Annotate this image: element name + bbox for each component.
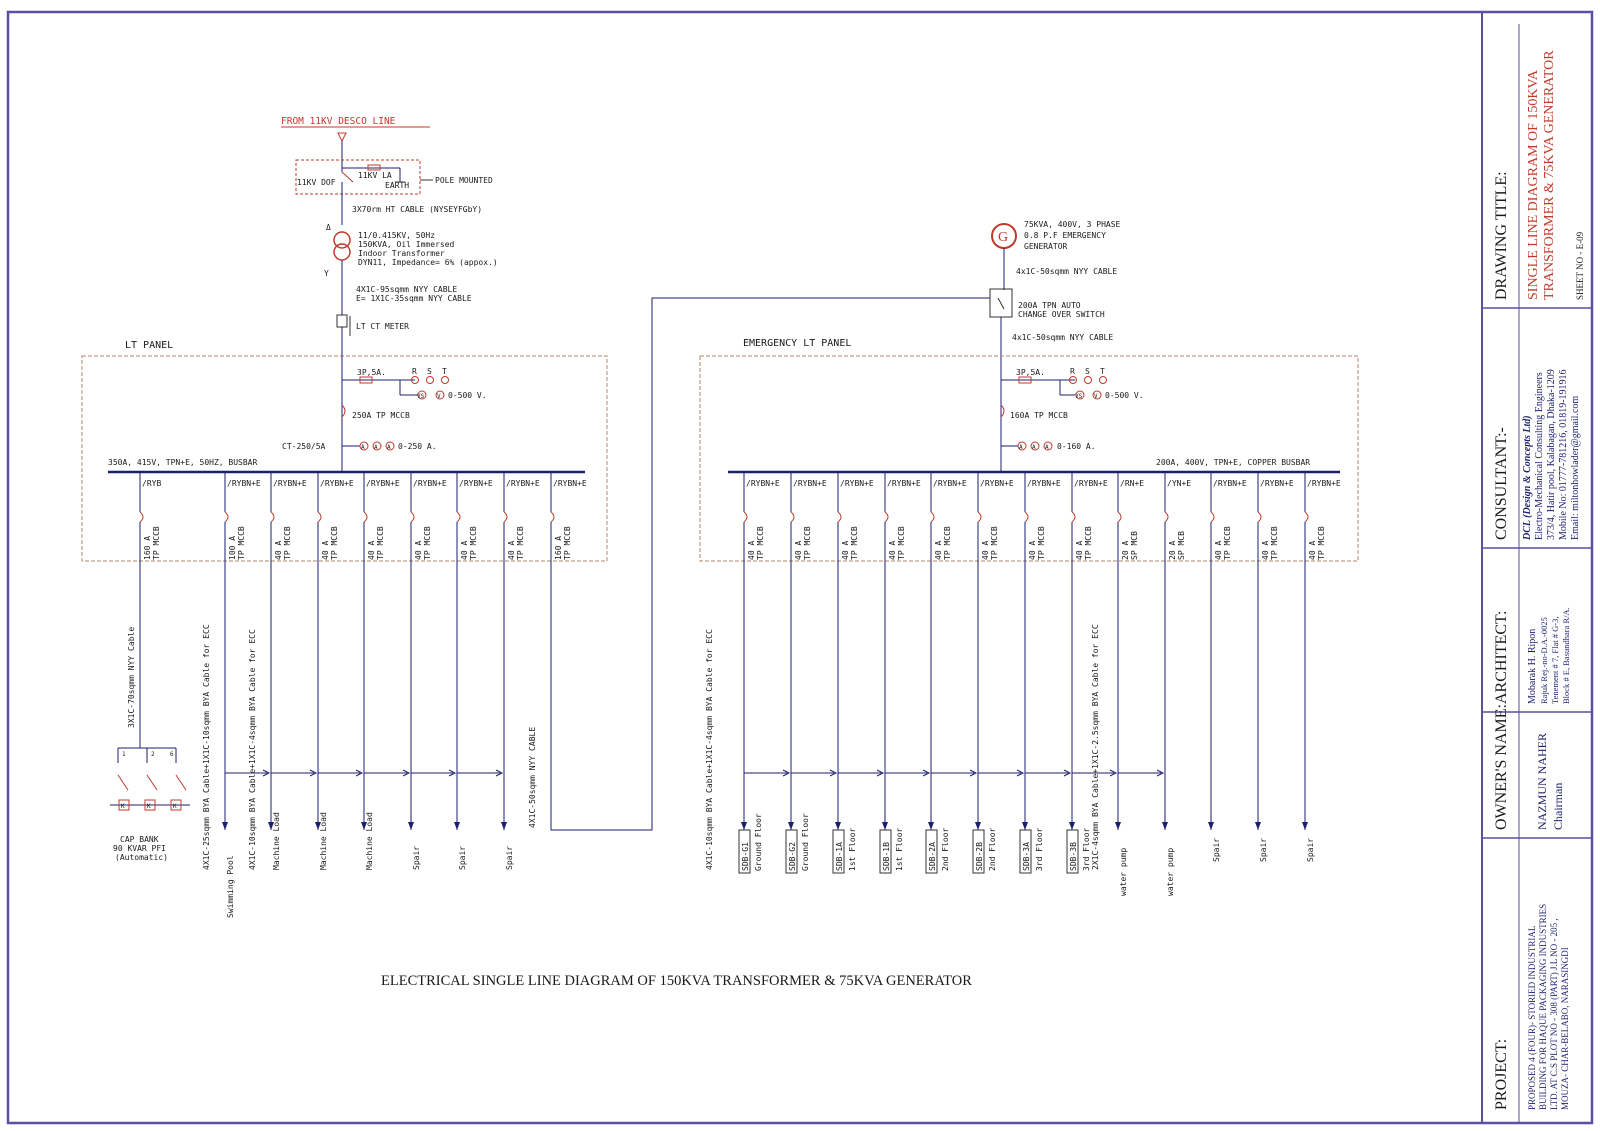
- cap-fuse-2-icon: [147, 775, 157, 790]
- cap-k2-label: K: [147, 803, 151, 810]
- lt-feeder-load: Swimming Pool: [226, 855, 235, 918]
- cap-k3-label: K: [173, 803, 177, 810]
- em-lamp-t-icon: [1100, 377, 1107, 384]
- ammeter-r-label: A: [361, 444, 365, 451]
- em-feeder-type: TP MCCB: [1317, 526, 1326, 560]
- lt-cable-line2: E= 1X1C-35sqmm NYY CABLE: [356, 294, 472, 303]
- em-feeder-tag: SDB-1A: [835, 842, 844, 871]
- architect-2: Rajuk Rej.-no-D.A.-0025: [1539, 617, 1549, 704]
- lt-cable-line1: 4X1C-95sqmm NYY CABLE: [356, 285, 458, 294]
- ct-meter-icon: [337, 315, 347, 327]
- em-feeder-type: TP MCCB: [1270, 526, 1279, 560]
- owner-2: Chairman: [1551, 782, 1565, 830]
- lt-feeder-type: TP MCCB: [516, 526, 525, 560]
- em-ammeter-r-label: A: [1019, 444, 1023, 451]
- lt-feeder-arrow-icon: [408, 822, 414, 830]
- lt-feeder-phase: /RYBN+E: [506, 479, 540, 488]
- lt-feeder-breaker-icon: [551, 512, 554, 522]
- em-feeder-type: TP MCCB: [1084, 526, 1093, 560]
- em-feeder-tag: SDB-2A: [928, 842, 937, 871]
- transformer-line3: Indoor Transformer: [358, 249, 445, 258]
- em-feeder-breaker-icon: [1258, 512, 1261, 522]
- em-feeder-breaker-icon: [791, 512, 794, 522]
- em-voltmeter-label: V: [1094, 393, 1098, 400]
- cap-bank-line1: CAP BANK: [120, 835, 159, 844]
- em-busbar-label: 200A, 400V, TPN+E, COPPER BUSBAR: [1156, 458, 1311, 467]
- drawing-title-1: SINGLE LINE DIAGRAM OF 150KVA: [1526, 70, 1541, 300]
- em-feeder-tag: SDB-G1: [741, 842, 750, 871]
- project-4: MOUZA- CHAR-BELABO, NARASINGDI: [1560, 947, 1570, 1110]
- project-2: BUILDING FOR HAQUE PACKAGING INDUSTRIES: [1538, 903, 1548, 1110]
- lt-feeder-load: Machine Load: [272, 812, 281, 870]
- em-feeder-rating: 40 A: [934, 540, 943, 560]
- em-feeder-type: SP MCB: [1130, 531, 1139, 560]
- em-ammeter-t-label: A: [1045, 444, 1049, 451]
- generator-line2: 0.8 P.F EMERGENCY: [1024, 231, 1106, 240]
- em-feeder-rating: 40 A: [981, 540, 990, 560]
- ammeter-t-label: A: [387, 444, 391, 451]
- em-feeder-arrow-icon: [1302, 822, 1308, 830]
- em-feeder-breaker-icon: [978, 512, 981, 522]
- em-feeder-type: TP MCCB: [1037, 526, 1046, 560]
- em-main-mccb-label: 160A TP MCCB: [1010, 411, 1068, 420]
- em-feeder-type: SP MCB: [1177, 531, 1186, 560]
- cap-bank: [110, 748, 190, 862]
- lt-feeder-cable: 4X1C-50sqmm NYY CABLE: [528, 726, 537, 828]
- owner-1: NAZMUN NAHER: [1535, 733, 1549, 830]
- drawing-title-2: TRANSFORMER & 75KVA GENERATOR: [1542, 50, 1557, 300]
- lt-feeder-rating: 40 A: [460, 540, 469, 560]
- em-feeder-type: TP MCCB: [803, 526, 812, 560]
- em-feeder-rating: 40 A: [1028, 540, 1037, 560]
- architect-4: Block # E, Basundhara R/A.: [1561, 607, 1571, 704]
- lt-panel-title: LT PANEL: [125, 340, 174, 351]
- em-feeder-arrow-icon: [835, 822, 841, 830]
- lt-feeder-phase: /RYBN+E: [227, 479, 261, 488]
- em-feeder-rating: 40 A: [747, 540, 756, 560]
- em-cable-label-right: 2X1C-4sqmm BYA Cable+1X1C-2.5sqmm BYA Cable for ECC: [1091, 624, 1100, 870]
- ct-label: CT-250/5A: [282, 442, 326, 451]
- em-feeder-rating: 40 A: [841, 540, 850, 560]
- lt-feeder-rating: 160 A: [143, 535, 152, 560]
- lt-feeder-load: Spair: [458, 845, 467, 870]
- em-feeder-phase: /RYBN+E: [1074, 479, 1108, 488]
- em-feeder-arrow-icon: [1069, 822, 1075, 830]
- la-label: 11KV LA: [358, 171, 392, 180]
- lt-feeder-phase: /RYBN+E: [413, 479, 447, 488]
- lt-feeder-rating: 40 A: [507, 540, 516, 560]
- main-title: ELECTRICAL SINGLE LINE DIAGRAM OF 150KVA TRANSFORMER & 75KVA GENERATOR: [381, 973, 972, 989]
- em-feeder-breaker-icon: [838, 512, 841, 522]
- em-feeder-rating: 20 A: [1168, 540, 1177, 560]
- em-feeder-breaker-icon: [744, 512, 747, 522]
- em-feeder-rating: 40 A: [1261, 540, 1270, 560]
- em-feeder-type: TP MCCB: [1223, 526, 1232, 560]
- architect-3: Tenement # 7, Flat # G-3,: [1550, 616, 1560, 704]
- em-feeder-rating: 40 A: [1075, 540, 1084, 560]
- em-feeder-load: water pump: [1119, 847, 1128, 896]
- consultant-4: Mobile No: 01777-781216, 01819-191916: [1558, 369, 1569, 540]
- ats-blade: [998, 298, 1004, 309]
- lt-feeder-breaker-icon: [364, 512, 367, 522]
- tie-cable: [551, 298, 990, 830]
- sheet-no: SHEET NO - E-09: [1575, 231, 1585, 300]
- cap-bank-line3: (Automatic): [115, 853, 168, 862]
- dof-label: 11KV DOF: [297, 178, 336, 187]
- generator-line1: 75KVA, 400V, 3 PHASE: [1024, 220, 1121, 229]
- transformer-line4: DYN11, Impedance= 6% (appox.): [358, 258, 498, 267]
- dof-switch-icon: [342, 172, 353, 182]
- em-feeder-type: TP MCCB: [756, 526, 765, 560]
- em-feeder-type: TP MCCB: [850, 526, 859, 560]
- lt-feeder-load: Spair: [412, 845, 421, 870]
- lt-busbar-label: 350A, 415V, TPN+E, 50HZ, BUSBAR: [108, 458, 258, 467]
- earth-label: EARTH: [385, 181, 410, 190]
- lt-feeder-arrow-icon: [222, 822, 228, 830]
- ats-line1: 200A TPN AUTO: [1018, 301, 1081, 310]
- lt-feeder-arrow-icon: [501, 822, 507, 830]
- em-feeder-phase: /RYBN+E: [1213, 479, 1247, 488]
- em-feeder-load: 3rd Floor: [1082, 827, 1091, 871]
- sheet-border: [8, 12, 1592, 1123]
- lt-feeder-breaker-icon: [457, 512, 460, 522]
- lt-feeder-type: TP MCCB: [152, 526, 161, 560]
- architect-1: Mobarak H. Ripon: [1527, 628, 1538, 704]
- em-vs-label: VS: [1075, 393, 1083, 400]
- em-feeder-load: 2nd Floor: [988, 827, 997, 871]
- consultant-label: CONSULTANT:-: [1493, 427, 1510, 540]
- cap-n3: 6: [170, 751, 174, 758]
- em-feeder-phase: /RYBN+E: [793, 479, 827, 488]
- em-feeder-arrow-icon: [975, 822, 981, 830]
- lt-feeder-type: TP MCCB: [283, 526, 292, 560]
- em-feeder-tag: SDB-2B: [975, 842, 984, 871]
- lt-feeder-rating: 40 A: [414, 540, 423, 560]
- em-feeder-breaker-icon: [1118, 512, 1121, 522]
- lt-fuse-label: 3P,5A.: [357, 368, 386, 377]
- cap-n2: 2: [151, 751, 155, 758]
- lt-feeder-breaker-icon: [225, 512, 228, 522]
- em-feeder-load: Spair: [1306, 837, 1315, 862]
- lt-feeder-breaker-icon: [271, 512, 274, 522]
- lt-feeder-load: Machine Load: [365, 812, 374, 870]
- em-feeder-phase: /RN+E: [1120, 479, 1145, 488]
- owner-label: OWNER'S NAME:: [1493, 704, 1510, 830]
- lamp-t-icon: [442, 377, 449, 384]
- lt-feeder-type: TP MCCB: [469, 526, 478, 560]
- lt-feeder-cable: 4X1C-25sqmm BYA Cable+1X1C-10sqmm BYA Cable for ECC: [202, 624, 211, 870]
- em-feeder-tag: SDB-3A: [1022, 842, 1031, 871]
- em-feeder-type: TP MCCB: [943, 526, 952, 560]
- voltmeter-label: V: [437, 393, 441, 400]
- em-feeder-rating: 40 A: [1214, 540, 1223, 560]
- source-label: FROM 11KV DESCO LINE: [281, 116, 396, 127]
- ct-meter-label: LT CT METER: [356, 322, 409, 331]
- em-feeder-breaker-icon: [1165, 512, 1168, 522]
- lamp-s-label: S: [427, 367, 432, 376]
- em-feeder-arrow-icon: [1162, 822, 1168, 830]
- em-lamp-r-label: R: [1070, 367, 1075, 376]
- em-lamp-s-icon: [1085, 377, 1092, 384]
- em-feeder-arrow-icon: [928, 822, 934, 830]
- lt-feeder-cable: 4X1C-10sqmm BYA Cable+1X1C-4sqmm BYA Cable for ECC: [248, 629, 257, 870]
- em-feeder-phase: /RYBN+E: [1260, 479, 1294, 488]
- em-feeder-rating: 40 A: [888, 540, 897, 560]
- lt-feeder-rating: 40 A: [321, 540, 330, 560]
- em-feeder-load: 3rd Floor: [1035, 827, 1044, 871]
- generator-line3: GENERATOR: [1024, 242, 1068, 251]
- lamp-r-label: R: [412, 367, 417, 376]
- lamp-t-label: T: [442, 367, 447, 376]
- cap-fuse-3-icon: [176, 775, 186, 790]
- em-feeder-phase: /YN+E: [1167, 479, 1192, 488]
- lt-feeder-phase: /RYBN+E: [459, 479, 493, 488]
- em-feeder-tag: SDB-3B: [1069, 842, 1078, 871]
- em-feeder-arrow-icon: [741, 822, 747, 830]
- lt-feeder-breaker-icon: [318, 512, 321, 522]
- generator-cable-label: 4x1C-50sqmm NYY CABLE: [1016, 267, 1118, 276]
- lt-feeder-rating: 100 A: [228, 535, 237, 560]
- em-lamp-s-label: S: [1085, 367, 1090, 376]
- em-ammeter-s-label: A: [1032, 444, 1036, 451]
- em-feeder-rating: 40 A: [794, 540, 803, 560]
- transformer-line1: 11/0.415KV, 50Hz: [358, 231, 436, 240]
- star-label: Y: [324, 269, 329, 278]
- em-feeder-breaker-icon: [1072, 512, 1075, 522]
- incoming-arrow-icon: [338, 133, 346, 141]
- consultant-5: Email: miltonhowlader@gmail.com: [1570, 395, 1581, 540]
- transformer-secondary-icon: [334, 244, 350, 260]
- em-feeder-arrow-icon: [1022, 822, 1028, 830]
- delta-label: Δ: [326, 223, 331, 232]
- architect-label: ARCHITECT:: [1493, 610, 1510, 704]
- lt-feeder-rating: 40 A: [274, 540, 283, 560]
- ammeter-s-label: A: [374, 444, 378, 451]
- em-feeder-rating: 20 A: [1121, 540, 1130, 560]
- em-feeder-breaker-icon: [885, 512, 888, 522]
- cap-fuse-1-icon: [118, 775, 128, 790]
- em-feeder-load: Spair: [1259, 837, 1268, 862]
- lt-feeder-rating: 160 A: [554, 535, 563, 560]
- generator-symbol: G: [998, 230, 1009, 245]
- em-feeder-phase: /RYBN+E: [1307, 479, 1341, 488]
- em-panel-title: EMERGENCY LT PANEL: [743, 338, 852, 349]
- lt-feeder-phase: /RYBN+E: [366, 479, 400, 488]
- lt-feeder-phase: /RYBN+E: [320, 479, 354, 488]
- lt-feeder-breaker-icon: [504, 512, 507, 522]
- em-feeder-breaker-icon: [931, 512, 934, 522]
- em-feeder-load: Ground Floor: [801, 813, 810, 871]
- main-mccb-label: 250A TP MCCB: [352, 411, 410, 420]
- em-feeder-phase: /RYBN+E: [840, 479, 874, 488]
- project-3: LTD. AT C.S PLOT NO - 308 (PART) J.L NO - 205 ,: [1549, 918, 1559, 1110]
- lt-feeder-type: TP MCCB: [330, 526, 339, 560]
- em-feeder-arrow-icon: [1208, 822, 1214, 830]
- em-feeder-phase: /RYBN+E: [887, 479, 921, 488]
- em-feeder-breaker-icon: [1305, 512, 1308, 522]
- lt-feeder-phase: /RYBN+E: [273, 479, 307, 488]
- vs-label: VS: [417, 393, 425, 400]
- em-fuse-label: 3P,5A.: [1016, 368, 1045, 377]
- em-feeder-phase: /RYBN+E: [980, 479, 1014, 488]
- em-voltmeter-range: 0-500 V.: [1105, 391, 1144, 400]
- em-cable-label-left: 4X1C-10sqmm BYA Cable+1X1C-4sqmm BYA Cable for ECC: [705, 629, 714, 870]
- lt-feeder-rating: 40 A: [367, 540, 376, 560]
- pole-label: POLE MOUNTED: [435, 176, 493, 185]
- ht-cable-label: 3X70rm HT CABLE (NYSEYFGbY): [352, 205, 483, 214]
- em-feeder-phase: /RYBN+E: [746, 479, 780, 488]
- em-feeder-type: TP MCCB: [897, 526, 906, 560]
- project-1: PROPOSED 4 (FOUR)- STORIED INDUSTRIAL: [1527, 925, 1537, 1110]
- lt-feeder-cable: 3X1C-70sqmm NYY Cable: [127, 626, 136, 728]
- em-feeder-arrow-icon: [1255, 822, 1261, 830]
- em-feeder-arrow-icon: [788, 822, 794, 830]
- em-feeder-load: Ground Floor: [754, 813, 763, 871]
- em-feeder-rating: 40 A: [1308, 540, 1317, 560]
- em-feeder-load: Spair: [1212, 837, 1221, 862]
- em-feeder-breaker-icon: [1025, 512, 1028, 522]
- ammeter-range: 0-250 A.: [398, 442, 437, 451]
- lt-feeder-load: Spair: [505, 845, 514, 870]
- em-feeder-arrow-icon: [1115, 822, 1121, 830]
- lt-feeder-type: TP MCCB: [563, 526, 572, 560]
- transformer-line2: 150KVA, Oil Immersed: [358, 240, 455, 249]
- title-block: [1482, 24, 1592, 1123]
- lt-feeder-breaker-icon: [140, 512, 143, 522]
- ats-cable-label: 4x1C-50sqmm NYY CABLE: [1012, 333, 1114, 342]
- em-feeder-breaker-icon: [1211, 512, 1214, 522]
- lt-feeder-type: TP MCCB: [237, 526, 246, 560]
- lt-feeder-load: Machine Load: [319, 812, 328, 870]
- consultant-1: DCL (Design & Concepts Ltd): [1522, 415, 1533, 540]
- voltmeter-range: 0-500 V.: [448, 391, 487, 400]
- lt-feeder-breaker-icon: [411, 512, 414, 522]
- em-feeder-tag: SDB-G2: [788, 842, 797, 871]
- em-feeder-load: 1st Floor: [895, 827, 904, 871]
- em-feeder-type: TP MCCB: [990, 526, 999, 560]
- cap-bank-line2: 90 KVAR PFI: [113, 844, 166, 853]
- lt-feeder-type: TP MCCB: [376, 526, 385, 560]
- em-feeder-load: 2nd Floor: [941, 827, 950, 871]
- project-label: PROJECT:: [1493, 1038, 1510, 1110]
- lt-feeders: [127, 472, 587, 918]
- em-feeder-load: 1st Floor: [848, 827, 857, 871]
- em-feeder-tag: SDB-1B: [882, 842, 891, 871]
- lamp-s-icon: [427, 377, 434, 384]
- consultant-3: 373/4, Hatir pool, Kalabagan, Dhaka-1209: [1546, 369, 1557, 540]
- lt-feeder-arrow-icon: [454, 822, 460, 830]
- em-feeder-phase: /RYBN+E: [1027, 479, 1061, 488]
- em-feeders: [739, 472, 1341, 896]
- em-feeder-load: water pump: [1166, 847, 1175, 896]
- lt-feeder-type: TP MCCB: [423, 526, 432, 560]
- lt-feeder-phase: /RYB: [142, 479, 162, 488]
- em-feeder-phase: /RYBN+E: [933, 479, 967, 488]
- em-feeder-arrow-icon: [882, 822, 888, 830]
- consultant-2: Electro-Mechanical Consulting Engineers: [1534, 372, 1545, 540]
- cap-n1: 1: [122, 751, 126, 758]
- ats-line2: CHANGE OVER SWITCH: [1018, 310, 1105, 319]
- em-ammeter-range: 0-160 A.: [1057, 442, 1096, 451]
- cap-k1-label: K: [121, 803, 125, 810]
- lt-feeder-phase: /RYBN+E: [553, 479, 587, 488]
- drawing-title-label: DRAWING TITLE:: [1493, 171, 1510, 300]
- em-lamp-t-label: T: [1100, 367, 1105, 376]
